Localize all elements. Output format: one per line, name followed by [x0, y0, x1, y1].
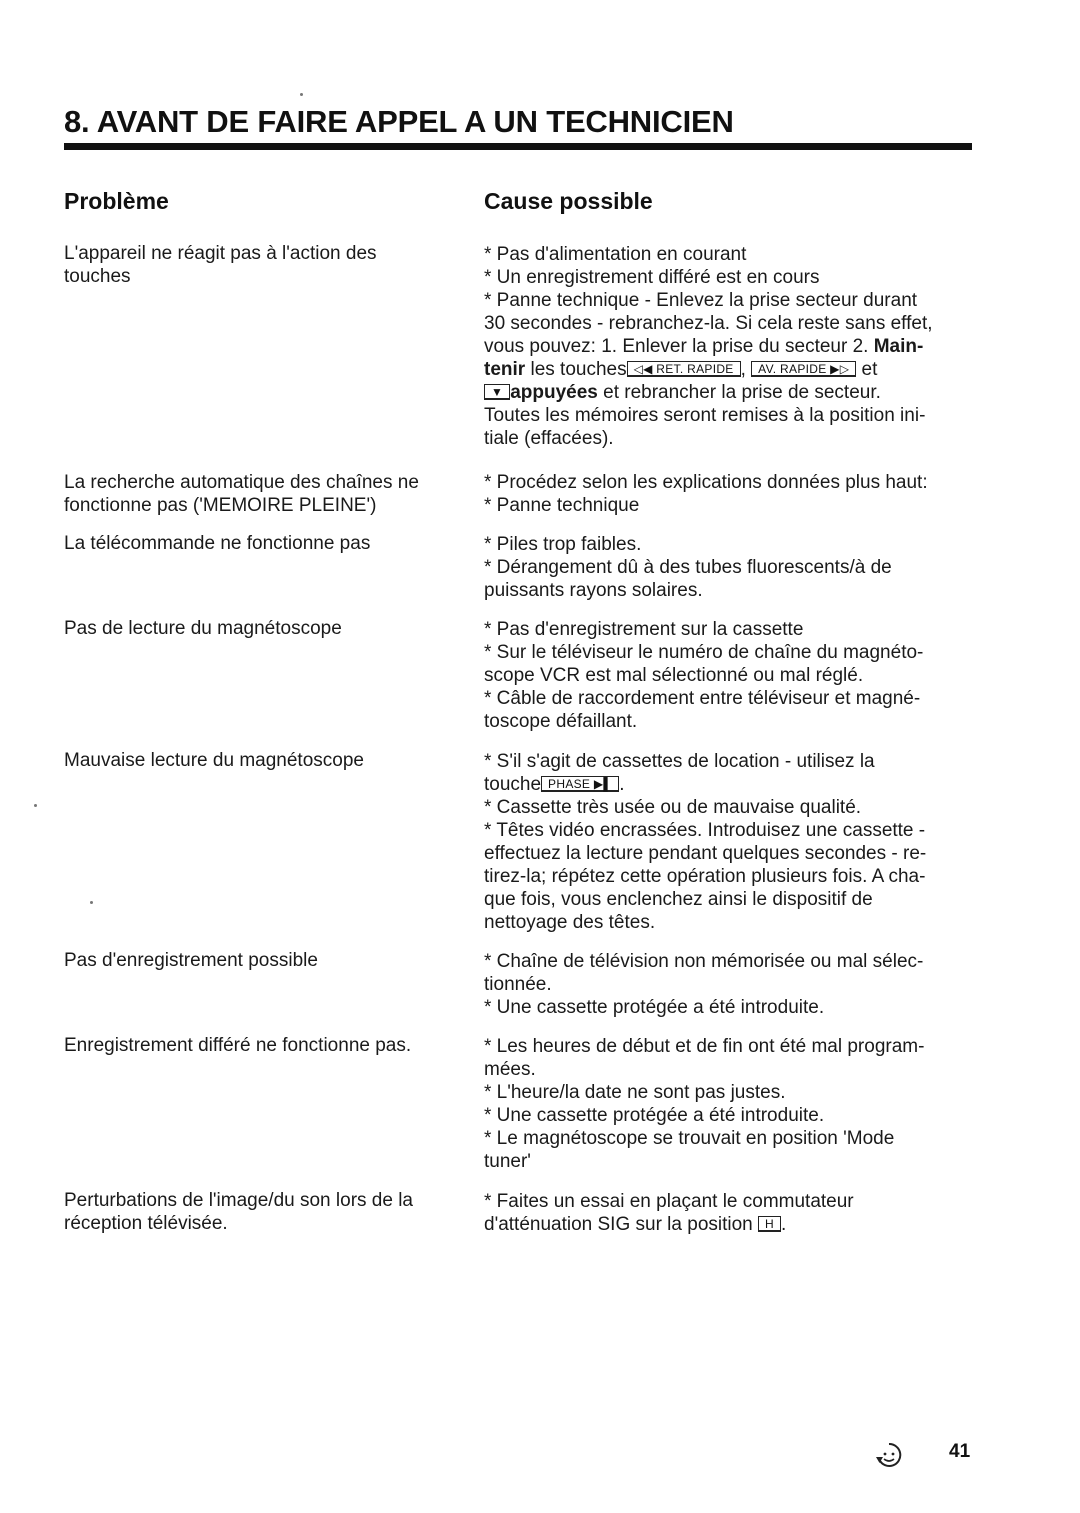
cause-line: * Câble de raccordement entre téléviseur et magné-	[484, 688, 921, 709]
cause-line: * Chaîne de télévision non mémorisée ou mal sélec-	[484, 951, 924, 972]
cause-line: scope VCR est mal sélectionné ou mal réglé.	[484, 665, 864, 686]
cause-text: et rebrancher la prise de secteur.	[603, 382, 881, 403]
cause-text: touche	[484, 774, 542, 795]
cause-line: * Faites un essai en plaçant le commutateur	[484, 1191, 854, 1212]
cause-line: * Le magnétoscope se trouvait en position 'Mode	[484, 1128, 895, 1149]
problem-line: réception télévisée.	[64, 1213, 228, 1234]
cause-text: d'atténuation SIG sur la position	[484, 1214, 753, 1235]
cause-list	[484, 533, 979, 602]
cause-line: * Panne technique - Enlevez la prise secteur durant	[484, 290, 918, 311]
cause-line: tiale (effacées).	[484, 428, 614, 449]
cause-line: * Les heures de début et de fin ont été mal program-	[484, 1036, 925, 1057]
cause-line: tirez-la; répétez cette opération plusieurs fois. A cha-	[484, 866, 926, 887]
forward-key-icon: AV. RAPIDE ▶▷	[751, 361, 856, 377]
cause-list	[484, 950, 979, 1019]
cause-line: 30 secondes - rebranchez-la. Si cela reste sans effet,	[484, 313, 933, 334]
cause-line: toscope défaillant.	[484, 711, 638, 732]
cause-line: que fois, vous enclenchez ainsi le dispositif de	[484, 889, 873, 910]
problem-text	[64, 1189, 464, 1235]
cause-bold-text: Main-	[873, 336, 924, 357]
problem-text	[64, 471, 464, 517]
cause-line: tionnée.	[484, 974, 552, 995]
cause-list	[484, 471, 979, 517]
cause-list	[484, 1190, 979, 1236]
cause-text: vous pouvez: 1. Enlever la prise du secteur 2.	[484, 336, 869, 357]
problem-line: fonctionne pas ('MEMOIRE PLEINE')	[64, 495, 377, 516]
cause-list	[484, 243, 979, 450]
cause-list	[484, 618, 979, 733]
rewind-key-icon: ◁◀ RET. RAPIDE	[627, 361, 741, 377]
scan-speck	[300, 93, 303, 96]
h-key-icon: H	[758, 1216, 781, 1232]
problem-line: La recherche automatique des chaînes ne	[64, 472, 419, 493]
cause-line	[484, 381, 979, 404]
cause-line	[484, 1213, 979, 1236]
cause-line: * Piles trop faibles.	[484, 534, 642, 555]
problem-text	[64, 749, 464, 772]
column-header-cause: Cause possible	[484, 188, 653, 214]
problem-text	[64, 949, 464, 972]
problem-line: Pas d'enregistrement possible	[64, 950, 318, 971]
problem-text	[64, 532, 464, 555]
page-number: 41	[949, 1441, 971, 1462]
cause-line: * Pas d'alimentation en courant	[484, 244, 747, 265]
problem-text	[64, 617, 464, 640]
cause-text: les touches	[530, 359, 627, 380]
cause-text: .	[619, 774, 625, 795]
cause-line: * S'il s'agit de cassettes de location - utilisez la	[484, 751, 875, 772]
cause-line: * Une cassette protégée a été introduite.	[484, 1105, 825, 1126]
scan-speck	[90, 901, 93, 904]
cause-text: ,	[740, 359, 746, 380]
problem-line: L'appareil ne réagit pas à l'action des	[64, 243, 377, 264]
cause-line: * Têtes vidéo encrassées. Introduisez une cassette -	[484, 820, 926, 841]
cause-line: * Procédez selon les explications données plus haut:	[484, 472, 928, 493]
cause-line: mées.	[484, 1059, 536, 1080]
cause-line: * Cassette très usée ou de mauvaise qualité.	[484, 797, 862, 818]
cause-line: Toutes les mémoires seront remises à la position ini-	[484, 405, 926, 426]
cause-bold-text: tenir	[484, 359, 526, 380]
down-key-icon: ▼	[484, 384, 510, 400]
column-header-problem: Problème	[64, 188, 169, 214]
cause-line	[484, 335, 979, 358]
cause-line	[484, 773, 979, 796]
title-rule	[64, 143, 972, 150]
problem-line: touches	[64, 266, 131, 287]
problem-line: Pas de lecture du magnétoscope	[64, 618, 342, 639]
problem-line: La télécommande ne fonctionne pas	[64, 533, 371, 554]
cause-line: * L'heure/la date ne sont pas justes.	[484, 1082, 786, 1103]
problem-line: Enregistrement différé ne fonctionne pas.	[64, 1035, 412, 1056]
scan-speck	[34, 804, 37, 807]
cause-line: * Pas d'enregistrement sur la cassette	[484, 619, 804, 640]
cause-line	[484, 358, 979, 381]
problem-text	[64, 242, 464, 288]
cause-line: * Panne technique	[484, 495, 640, 516]
cause-list	[484, 1035, 979, 1173]
cause-list	[484, 750, 979, 934]
cause-line: effectuez la lecture pendant quelques secondes - re-	[484, 843, 927, 864]
recycle-icon	[874, 1440, 904, 1470]
problem-text	[64, 1034, 464, 1057]
cause-line: nettoyage des têtes.	[484, 912, 656, 933]
cause-bold-text: appuyées	[510, 382, 598, 403]
cause-line: * Une cassette protégée a été introduite.	[484, 997, 825, 1018]
cause-line: * Sur le téléviseur le numéro de chaîne du magnéto-	[484, 642, 924, 663]
cause-line: * Dérangement dû à des tubes fluorescents/à de	[484, 557, 892, 578]
page-title: 8. AVANT DE FAIRE APPEL A UN TECHNICIEN	[64, 104, 734, 139]
cause-text: .	[781, 1214, 787, 1235]
phase-key-icon: PHASE ▶▌	[541, 776, 619, 792]
cause-line: tuner'	[484, 1151, 531, 1172]
cause-text: et	[861, 359, 878, 380]
cause-line: * Un enregistrement différé est en cours	[484, 267, 820, 288]
problem-line: Mauvaise lecture du magnétoscope	[64, 750, 364, 771]
problem-line: Perturbations de l'image/du son lors de la	[64, 1190, 413, 1211]
cause-line: puissants rayons solaires.	[484, 580, 703, 601]
